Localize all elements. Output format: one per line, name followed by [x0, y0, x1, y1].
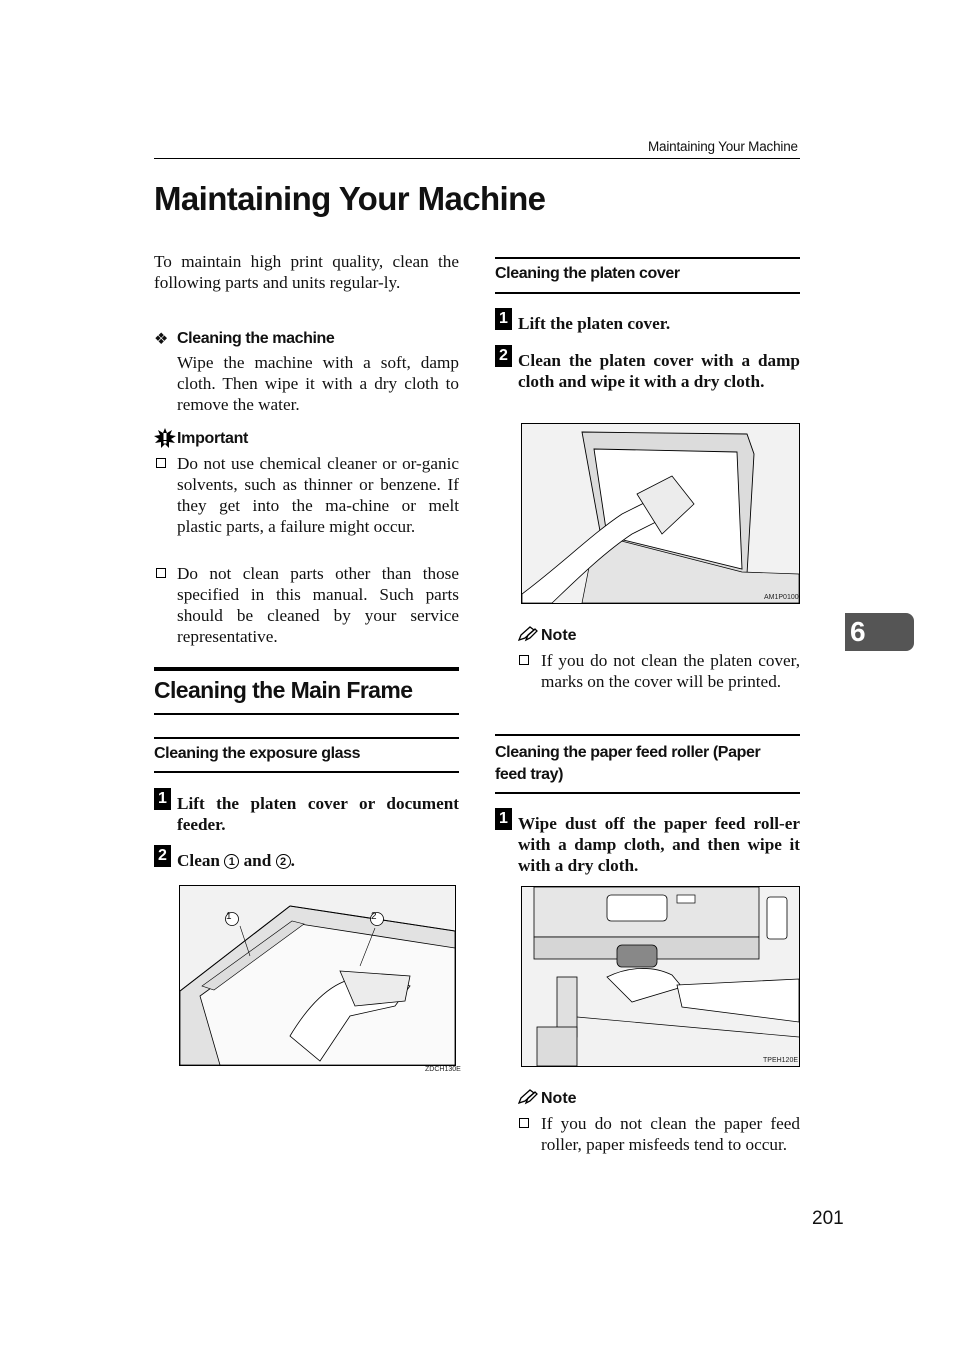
subsection-rule-bottom	[495, 792, 800, 794]
subsection-rule-bottom	[154, 771, 459, 773]
note-label: Note	[541, 627, 577, 644]
step2-prefix: Clean	[177, 851, 220, 870]
important-item-1: Do not use chemical cleaner or or-ganic solvents, such as thinner or benzene. If they get into the ma-chine or melt plastic parts, a failure might occur.	[177, 454, 459, 536]
important-item-2: Do not clean parts other than those specified in this manual. Such parts should be cleaned by your service representative.	[177, 564, 459, 646]
header-rule	[154, 158, 800, 159]
checkbox-bullet	[519, 1118, 529, 1128]
page-title: Maintaining Your Machine	[154, 180, 546, 217]
step-number-2: 2	[154, 845, 171, 867]
pencil-icon	[518, 1089, 538, 1110]
feed-roller-heading: Cleaning the paper feed roller (Paper feed tray)	[495, 744, 761, 783]
section-rule-top	[154, 667, 459, 671]
platen-note-text: If you do not clean the platen cover, marks on the cover will be printed.	[541, 651, 800, 691]
feed-roller-note-text: If you do not clean the paper feed roller, paper misfeeds tend to occur.	[541, 1114, 800, 1154]
diamond-icon: ❖	[154, 331, 169, 348]
figure-code: ZDCH130E	[425, 1066, 461, 1073]
platen-step-1: Lift the platen cover.	[518, 314, 671, 333]
step-number-2: 2	[495, 345, 512, 367]
note-label: Note	[541, 1090, 577, 1107]
checkbox-bullet	[156, 568, 166, 578]
exposure-step-1: Lift the platen cover or document feeder.	[177, 794, 459, 834]
subsection-rule-top	[495, 257, 800, 259]
important-icon	[154, 428, 176, 453]
pencil-icon	[518, 626, 538, 647]
cleaning-machine-text: Wipe the machine with a soft, damp cloth. Then wipe it with a dry cloth to remove the water.	[177, 353, 459, 414]
feed-roller-step-1: Wipe dust off the paper feed roll-er with a damp cloth, and then wipe it with a dry cloth.	[518, 814, 800, 875]
cleaning-machine-heading: Cleaning the machine	[177, 330, 335, 347]
platen-cover-heading: Cleaning the platen cover	[495, 265, 680, 282]
platen-cover-illustration	[521, 423, 800, 604]
step-number-1: 1	[154, 788, 171, 810]
subsection-rule-bottom	[495, 292, 800, 294]
intro-text: To maintain high print quality, clean the following parts and units regular-ly.	[154, 252, 459, 292]
main-frame-heading: Cleaning the Main Frame	[154, 677, 413, 703]
callout-1-marker: 1	[224, 854, 239, 869]
exposure-glass-illustration	[179, 885, 456, 1066]
chapter-tab: 6	[845, 613, 914, 651]
step-number-1: 1	[495, 808, 512, 830]
figure-code: AM1P0100	[764, 594, 799, 601]
checkbox-bullet	[156, 458, 166, 468]
figure-callout-1: 1	[226, 911, 232, 922]
page-number: 201	[812, 1208, 844, 1229]
callout-2-marker: 2	[276, 854, 291, 869]
exposure-glass-heading: Cleaning the exposure glass	[154, 745, 361, 762]
important-label: Important	[177, 430, 249, 447]
figure-code: TPEH120E	[763, 1057, 799, 1064]
section-rule-bottom	[154, 713, 459, 715]
figure-callout-2: 2	[371, 911, 377, 922]
subsection-rule-top	[154, 737, 459, 739]
step2-and: and	[243, 851, 272, 870]
checkbox-bullet	[519, 655, 529, 665]
running-header: Maintaining Your Machine	[648, 139, 798, 154]
exposure-step-2: Clean 1 and 2 .	[177, 851, 295, 870]
feed-roller-illustration	[521, 886, 800, 1067]
platen-step-2: Clean the platen cover with a damp cloth and wipe it with a dry cloth.	[518, 351, 800, 391]
subsection-rule-top	[495, 734, 800, 736]
step-number-1: 1	[495, 308, 512, 330]
